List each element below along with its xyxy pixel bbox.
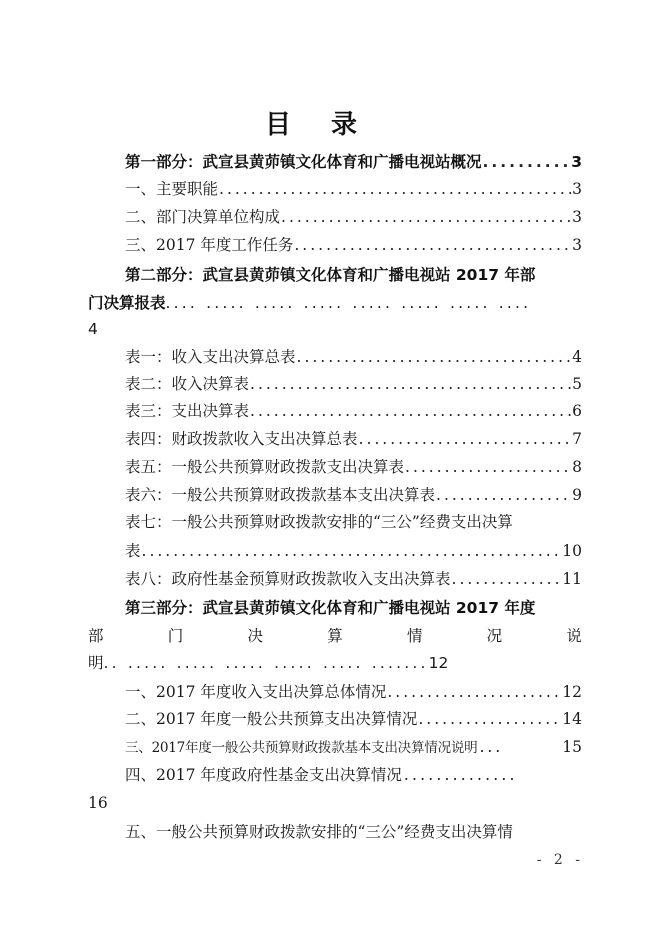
toc-char: 决 bbox=[247, 627, 263, 645]
toc-label: 三、2017年度一般公共预算财政拨款基本支出决算情况说明 bbox=[125, 740, 478, 756]
leader-dots bbox=[294, 233, 571, 257]
page-number: - 2 - bbox=[536, 852, 584, 868]
toc-label: 一、2017 年度收入支出决算总体情况 bbox=[125, 683, 387, 701]
toc-label: 表四：财政拨款收入支出决算总表 bbox=[125, 430, 358, 448]
toc-entry-part1[interactable] bbox=[125, 150, 582, 174]
toc-page: 3 bbox=[572, 208, 582, 226]
toc-entry[interactable] bbox=[125, 455, 582, 479]
toc-entry[interactable] bbox=[125, 707, 582, 731]
toc-entry-part2-page[interactable] bbox=[88, 317, 582, 341]
toc-entry[interactable] bbox=[125, 399, 582, 423]
leader-dots bbox=[483, 150, 571, 174]
toc-entry[interactable] bbox=[125, 205, 582, 229]
toc-label: 一、主要职能 bbox=[125, 180, 219, 198]
toc-page: 7 bbox=[572, 430, 582, 448]
leader-dots bbox=[297, 345, 572, 369]
toc-label: 表二：收入决算表 bbox=[125, 375, 250, 393]
leader-dots: .. ..... ..... ..... ..... ..... ....... bbox=[103, 654, 429, 672]
toc-page: 6 bbox=[572, 402, 582, 420]
toc-label: 表一：收入支出决算总表 bbox=[125, 348, 296, 366]
toc-page: 9 bbox=[572, 486, 582, 504]
toc-char: 说 bbox=[566, 627, 582, 645]
leader-dots bbox=[142, 539, 562, 563]
toc-label: 表六：一般公共预算财政拨款基本支出决算表 bbox=[125, 486, 436, 504]
toc-label: 表七：一般公共预算财政拨款安排的“三公”经费支出决算 bbox=[125, 513, 513, 531]
toc-page: 3 bbox=[572, 236, 582, 254]
toc-entry-part3-page[interactable] bbox=[88, 651, 582, 675]
toc-entry-cont[interactable] bbox=[125, 539, 582, 563]
toc-entry[interactable] bbox=[125, 372, 582, 396]
toc-label: 第三部分：武宣县黄茆镇文化体育和广播电视站 2017 年度 bbox=[125, 599, 536, 617]
toc-char: 算 bbox=[327, 627, 343, 645]
toc-page: 12 bbox=[562, 683, 582, 701]
leader-dots: ... bbox=[479, 738, 504, 756]
toc-entry[interactable] bbox=[125, 233, 582, 257]
leader-dots bbox=[359, 427, 572, 451]
toc-page: 8 bbox=[572, 458, 582, 476]
toc-entry[interactable] bbox=[125, 820, 582, 844]
toc-entry[interactable] bbox=[125, 735, 582, 759]
toc-page: 10 bbox=[562, 542, 582, 560]
toc-page: 14 bbox=[562, 710, 582, 728]
toc-page: 3 bbox=[571, 153, 582, 171]
toc-page: 12 bbox=[428, 654, 449, 672]
toc-label: 二、2017 年度一般公共预算支出决算情况 bbox=[125, 710, 418, 728]
leader-dots bbox=[250, 399, 571, 423]
toc-page: 5 bbox=[572, 375, 582, 393]
toc-entry-page[interactable] bbox=[88, 791, 582, 815]
leader-dots bbox=[250, 372, 571, 396]
toc-page: 3 bbox=[572, 180, 582, 198]
toc-char: 况 bbox=[486, 627, 503, 645]
toc-label: 第一部分：武宣县黄茆镇文化体育和广播电视站概况 bbox=[125, 153, 482, 171]
toc-entry[interactable] bbox=[125, 510, 582, 534]
toc-entry-part2[interactable] bbox=[125, 263, 582, 287]
leader-dots bbox=[436, 483, 571, 507]
toc-page: 4 bbox=[572, 348, 582, 366]
toc-label: 明 bbox=[88, 654, 104, 672]
toc-label: 三、2017 年度工作任务 bbox=[125, 236, 294, 254]
toc-page: 16 bbox=[88, 794, 108, 812]
leader-dots: .... ..... ..... ..... ..... ..... ..... .... bbox=[165, 294, 532, 312]
toc-entry-part3-cont[interactable] bbox=[88, 624, 582, 648]
toc-label: 表五：一般公共预算财政拨款支出决算表 bbox=[125, 458, 405, 476]
toc-entry-part2-cont[interactable] bbox=[88, 291, 582, 315]
leader-dots bbox=[219, 177, 571, 201]
toc-entry[interactable] bbox=[125, 567, 582, 591]
toc-page: 15 bbox=[562, 738, 582, 756]
toc-label: 二、部门决算单位构成 bbox=[125, 208, 281, 226]
toc-entry[interactable] bbox=[125, 177, 582, 201]
toc-entry[interactable] bbox=[125, 483, 582, 507]
leader-dots bbox=[405, 455, 571, 479]
toc-char: 门 bbox=[167, 627, 184, 645]
leader-dots bbox=[418, 707, 561, 731]
toc-label: 表 bbox=[125, 542, 141, 560]
toc-char: 部 bbox=[88, 627, 104, 645]
toc-label: 表三：支出决算表 bbox=[125, 402, 250, 420]
toc-label: 四、2017 年度政府性基金支出决算情况 bbox=[125, 766, 402, 784]
toc-label: 第二部分：武宣县黄茆镇文化体育和广播电视站 2017 年部 bbox=[125, 266, 536, 284]
toc-label: 五、一般公共预算财政拨款安排的“三公”经费支出决算情 bbox=[125, 823, 513, 841]
toc-page: 11 bbox=[562, 570, 582, 588]
title-char: 录 bbox=[331, 110, 398, 140]
toc-label: 表八：政府性基金预算财政拨款收入支出决算表 bbox=[125, 570, 451, 588]
toc-title bbox=[0, 104, 662, 141]
leader-dots: .............. bbox=[403, 766, 518, 784]
toc-entry[interactable] bbox=[125, 427, 582, 451]
toc-entry-part3[interactable] bbox=[125, 596, 582, 620]
toc-char: 情 bbox=[406, 627, 423, 645]
toc-entry[interactable] bbox=[125, 763, 582, 787]
toc-entry[interactable] bbox=[125, 345, 582, 369]
toc-entry[interactable] bbox=[125, 680, 582, 704]
leader-dots bbox=[452, 567, 562, 591]
leader-dots bbox=[281, 205, 571, 229]
toc-label: 门决算报表 bbox=[88, 294, 166, 312]
title-char: 目 bbox=[264, 110, 331, 140]
toc-page: 4 bbox=[88, 320, 98, 338]
leader-dots bbox=[387, 680, 561, 704]
